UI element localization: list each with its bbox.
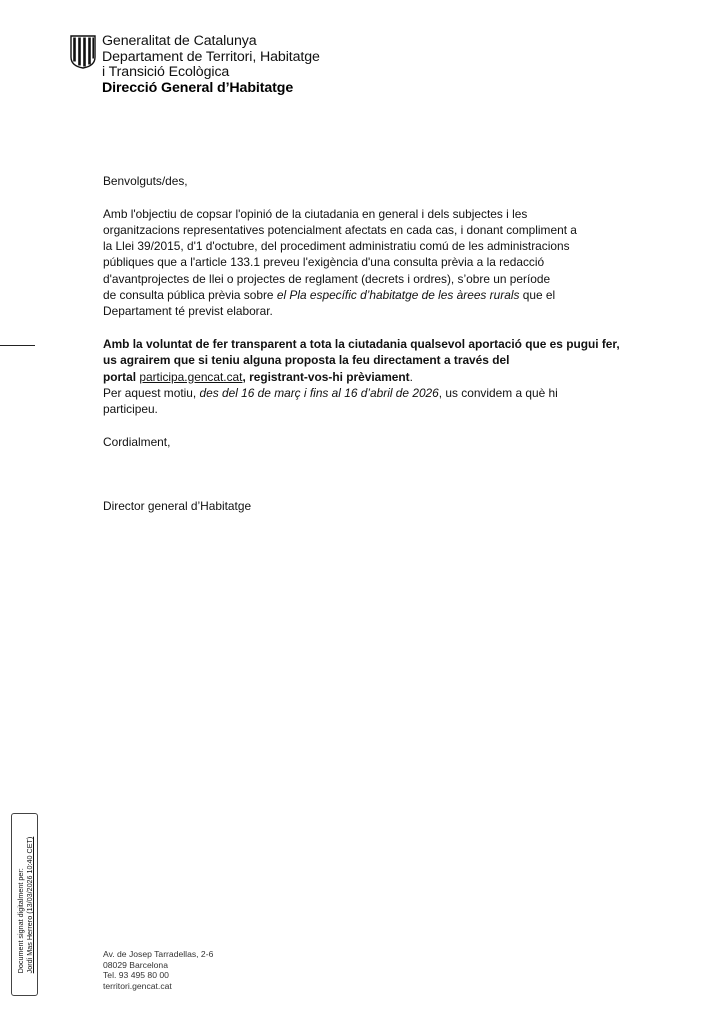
paragraph-line: la Llei 39/2015, d'1 d'octubre, del procediment administratiu comú de les administracions [103, 239, 570, 254]
closing: Cordialment, [103, 434, 171, 449]
consultation-dates: des del 16 de març i fins al 16 d’abril de 2026 [199, 385, 439, 400]
paragraph-line: us agrairem que si teniu alguna proposta la feu directament a través del [103, 353, 510, 368]
directorate-name: Direcció General d’Habitatge [102, 79, 294, 96]
text-run: de consulta pública prèvia sobre [103, 288, 277, 303]
signer-name: Jordi Mas Herrero (13/03/2026 10:40 CET) [24, 836, 34, 973]
paragraph-line: Amb la voluntat de fer transparent a tota la ciutadania qualsevol aportació que es pugui fer, [103, 336, 620, 351]
text-run: Per aquest motiu, [103, 385, 200, 400]
salutation: Benvolguts/des, [103, 174, 188, 188]
footer-address [103, 949, 213, 991]
department-name: Departament de Territori, Habitatge [102, 48, 320, 65]
paragraph-2 [103, 336, 643, 417]
letterhead-text [102, 34, 320, 96]
paragraph-line [103, 385, 643, 401]
generalitat-stripes-logo-icon [70, 35, 96, 69]
signatory-title: Director general d’Habitatge [103, 499, 252, 514]
signature-text [16, 836, 34, 973]
text-run: portal [103, 369, 140, 384]
text-run: , registrant-vos-hi prèviament [242, 369, 410, 384]
plan-title: el Pla específic d’habitatge de les àrees rurals [276, 288, 520, 303]
digital-signature-box [11, 813, 38, 996]
text-run: que el [519, 288, 556, 303]
street-address: Av. de Josep Tarradellas, 2-6 [103, 949, 214, 959]
paragraph-line [103, 287, 643, 303]
letterhead [70, 34, 320, 96]
paragraph-line: Departament té previst elaborar. [103, 304, 273, 319]
text-run: . [409, 369, 413, 384]
letter-body [103, 173, 643, 514]
participa-link[interactable]: participa.gencat.cat [139, 369, 243, 384]
paragraph-line: participeu. [103, 402, 158, 417]
phone-number: Tel. 93 495 80 00 [103, 970, 169, 981]
org-name: Generalitat de Catalunya [102, 33, 257, 49]
paragraph-line: d'avantprojectes de llei o projectes de reglament (decrets i ordres), s’obre un període [103, 271, 551, 286]
paragraph-line: públiques que a l'article 133.1 preveu l'exigència d'una consulta prèvia a la redacció [103, 255, 545, 270]
department-name-cont: i Transició Ecològica [102, 64, 230, 81]
paragraph-line [103, 369, 643, 385]
signature-caption: Document signat digitalment per: [15, 867, 25, 973]
paragraph-line: Amb l'objectiu de copsar l'opinió de la ciutadania en general i dels subjectes i les [103, 206, 528, 221]
fold-mark [0, 345, 35, 346]
postcode-city: 08029 Barcelona [103, 959, 168, 970]
website: territori.gencat.cat [103, 980, 172, 991]
paragraph-1 [103, 206, 643, 320]
text-run: , us convidem a què hi [438, 385, 558, 400]
paragraph-line: organitzacions representatives potencialment afectats en cada cas, i donant compliment a [103, 222, 577, 237]
